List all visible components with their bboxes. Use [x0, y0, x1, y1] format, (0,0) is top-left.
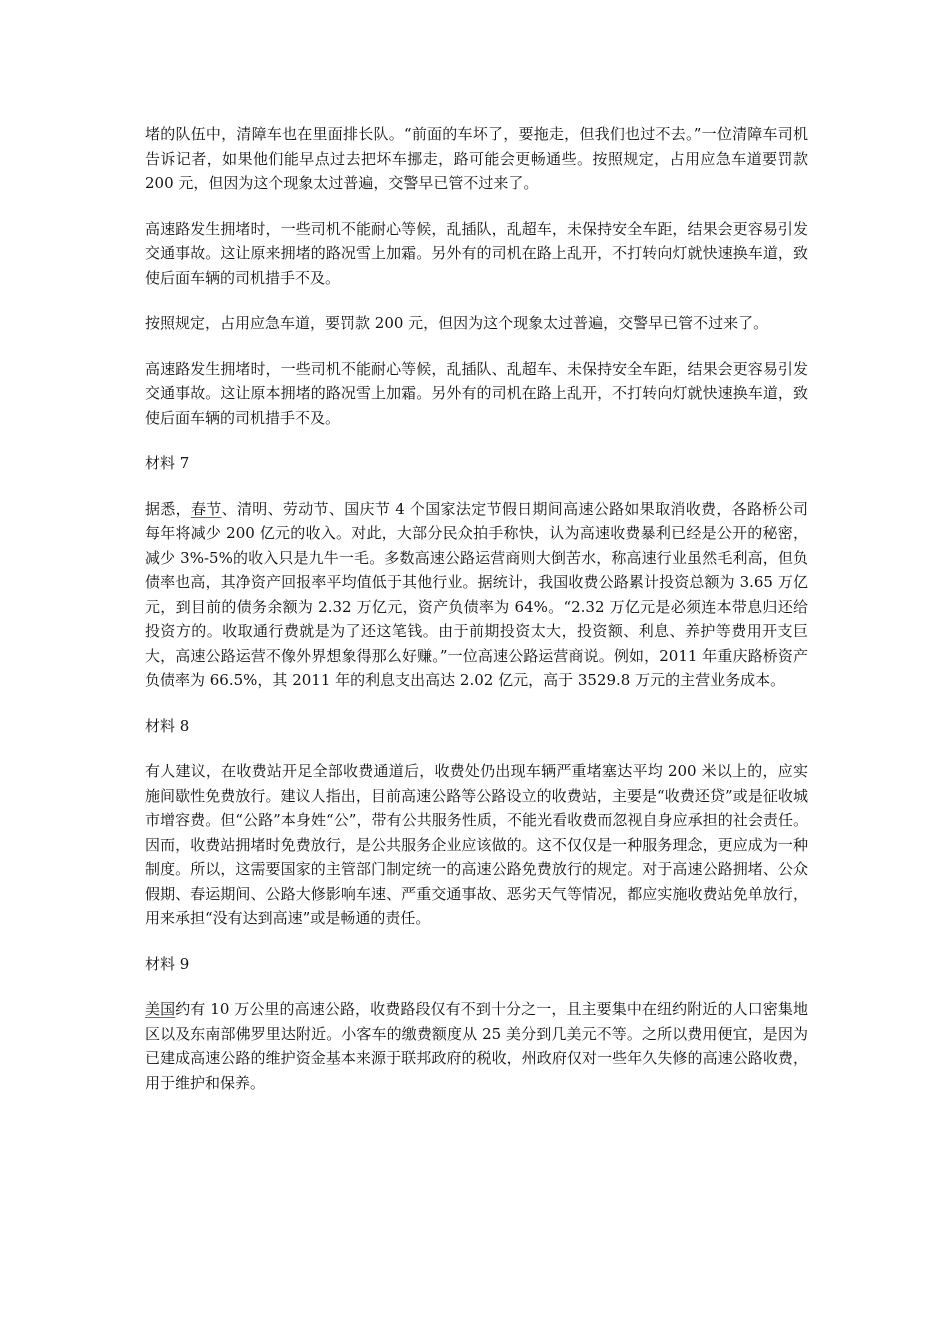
- material-8-heading: 材料 8: [145, 716, 190, 735]
- paragraph-material-7: [145, 497, 808, 693]
- paragraph-emergency-lane-rule: 按照规定，占用应急车道，要罚款 200 元，但因为这个现象太过普遍，交警早已管不过来了。: [145, 314, 769, 332]
- material-9-text: 约有 10 万公里的高速公路，收费路段仅有不到十分之一，且主要集中在纽约附近的人口密集地区以及东南部佛罗里达附近。小客车的缴费额度从 25 美分到几美元不等。之所以费用便宜，是因为已建成高速公路的维护资金基本来源于联邦政府的税收，州政府仅对一些年久失修的高速公路收费，用于维护和保养。: [145, 1000, 808, 1092]
- material-7-intro: 据悉，: [145, 499, 191, 518]
- paragraph-driver-behavior-repeat: 高速路发生拥堵时，一些司机不能耐心等候，乱插队、乱超车、未保持安全车距，结果会更容易引发交通事故。这让原本拥堵的路况雪上加霜。另外有的司机在路上乱开，不打转向灯就快速换车道，致使后面车辆的司机措手不及。: [145, 359, 808, 427]
- paragraph-congestion-tow: 堵的队伍中，清障车也在里面排长队。“前面的车坏了，要拖走，但我们也过不去。”一位清障车司机告诉记者，如果他们能早点过去把坏车挪走，路可能会更畅通些。按照规定，占用应急车道要罚款 200 元，但因为这个现象太过普遍，交警早已管不过来了。: [145, 125, 808, 192]
- material-7-heading: 材料 7: [145, 454, 190, 472]
- usa-link[interactable]: 美国: [145, 1000, 176, 1018]
- material-9-heading: 材料 9: [145, 954, 190, 973]
- paragraph-driver-behavior: 高速路发生拥堵时，一些司机不能耐心等候，乱插队，乱超车，未保持安全车距，结果会更容易引发交通事故。这让原来拥堵的路况雪上加霜。另外有的司机在路上乱开，不打转向灯就快速换车道，致使后面车辆的司机措手不及。: [145, 219, 808, 287]
- document-body: [145, 122, 808, 1116]
- paragraph-material-9: [145, 997, 808, 1095]
- spring-festival-link[interactable]: 春节: [190, 499, 222, 518]
- material-7-text: 、清明、劳动节、国庆节 4 个国家法定节假日期间高速公路如果取消收费，各路桥公司每年将减少 200 亿元的收入。对此，大部分民众拍手称快，认为高速收费暴利已经是公开的秘密，减少 3%-5%的收入只是九牛一毛。多数高速公路运营商则大倒苦水，称高速行业虽然毛利高，但负债率也高，其净资产回报率平均值低于其他行业。据统计，我国收费公路累计投资总额为 3.65 万亿元，到目前的债务余额为 2.32 万亿元，资产负债率为 64%。“2.32 万亿元是必须连本带息归还给投资方的。收取通行费就是为了还这笔钱。由于前期投资太大，投资额、利息、养护等费用开支巨大，高速公路运营不像外界想象得那么好赚。”一位高速公路运营商说。例如，2011 年重庆路桥资产负债率为 66.5%，其 2011 年的利息支出高达 2.02 亿元，高于 3529.8 万元的主营业务成本。: [145, 499, 808, 689]
- paragraph-material-8: 有人建议，在收费站开足全部收费通道后，收费处仍出现车辆严重堵塞达平均 200 米以上的，应实施间歇性免费放行。建议人指出，目前高速公路等公路设立的收费站，主要是“收费还贷”或是征收城市增容费。但“公路”本身姓“公”，带有公共服务性质，不能光看收费而忽视自身应承担的社会责任。因而，收费站拥堵时免费放行，是公共服务企业应该做的。这不仅仅是一种服务理念，更应成为一种制度。所以，这需要国家的主管部门制定统一的高速公路免费放行的规定。对于高速公路拥堵、公众假期、春运期间、公路大修影响车速、严重交通事故、恶劣天气等情况，都应实施收费站免单放行，用来承担“没有达到高速”或是畅通的责任。: [145, 762, 808, 927]
